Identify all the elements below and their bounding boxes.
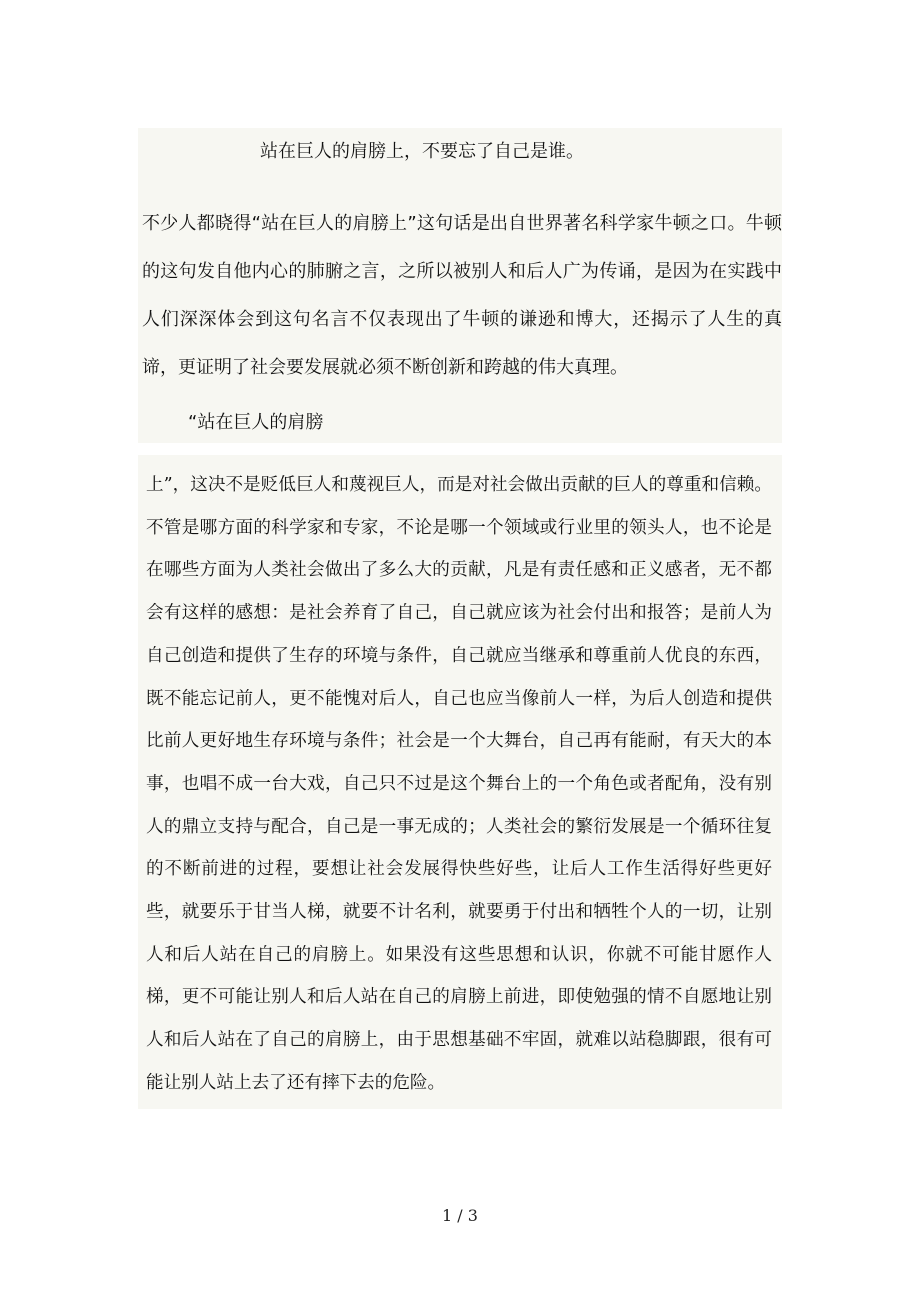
- body-paragraph: 上”，这决不是贬低巨人和蔑视巨人，而是对社会做出贡献的巨人的尊重和信赖。不管是哪方面的科学家和专家，不论是哪一个领域或行业里的领头人，也不论是在哪些方面为人类社会做出了多么大的贡献，凡是有责任感和正义感者，无不都会有这样的感想：是社会养育了自己，自己就应该为社会付出和报答；是前人为自己创造和提供了生存的环境与条件，自己就应当继承和尊重前人优良的东西，既不能忘记前人，更不能愧对后人，自己也应当像前人一样，为后人创造和提供比前人更好地生存环境与条件；社会是一个大舞台，自己再有能耐，有天大的本事，也唱不成一台大戏，自己只不过是这个舞台上的一个角色或者配角，没有别人的鼎立支持与配合，自己是一事无成的；人类社会的繁衍发展是一个循环往复的不断前进的过程，要想让社会发展得快些好些，让后人工作生活得好些更好些，就要乐于甘当人梯，就要不计名利，就要勇于付出和牺牲个人的一切，让别人和后人站在自己的肩膀上。如果没有这些思想和认识，你就不可能甘愿作人梯，更不可能让别人和后人站在自己的肩膀上前进，即使勉强的情不自愿地让别人和后人站在了自己的肩膀上，由于思想基础不牢固，就难以站稳脚跟，很有可能让别人站上去了还有摔下去的危险。: [146, 475, 772, 1093]
- intro-paragraph: 不少人都晓得“站在巨人的肩膀上”这句话是出自世界著名科学家牛顿之口。牛顿的这句发自他内心的肺腑之言，之所以被别人和后人广为传诵，是因为在实践中人们深深体会到这句名言不仅表现出了牛顿的谦逊和博大，还揭示了人生的真谛，更证明了社会要发展就必须不断创新和跨越的伟大真理。: [142, 213, 782, 378]
- main-text-block: [138, 455, 782, 1109]
- top-text-block: [138, 128, 782, 443]
- subheading: “站在巨人的肩膀: [188, 412, 324, 433]
- page-number: 1 / 3: [442, 1206, 478, 1225]
- document-title: 站在巨人的肩膀上，不要忘了自己是谁。: [260, 141, 584, 162]
